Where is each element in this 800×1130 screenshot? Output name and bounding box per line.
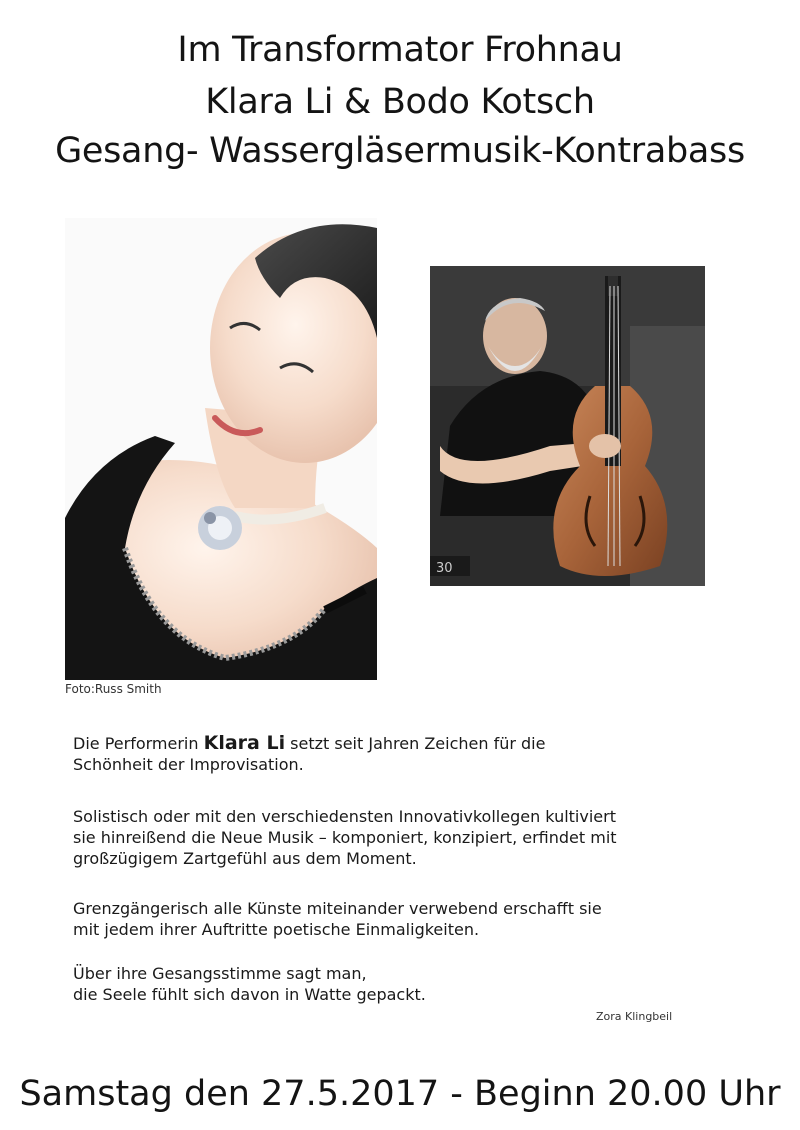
genre-title: Gesang- Wassergläsermusik-Kontrabass — [55, 131, 745, 171]
voice-paragraph — [73, 963, 733, 1005]
intro-line-1: Die Performerin Klara Li setzt seit Jahren Zeichen für die — [73, 732, 546, 754]
solo-line-2: sie hinreißend die Neue Musik – komponiert, konzipiert, erfindet mit — [73, 828, 617, 847]
klara-li-photo — [65, 218, 377, 680]
quote-author: Zora Klingbeil — [596, 1010, 673, 1023]
arts-paragraph — [73, 898, 733, 940]
voice-line-1: Über ihre Gesangsstimme sagt man, — [73, 964, 367, 983]
intro-line-2: Schönheit der Improvisation. — [73, 755, 304, 774]
photo-credit: Foto:Russ Smith — [65, 682, 162, 696]
artists-title: Klara Li & Bodo Kotsch — [205, 82, 595, 122]
arts-line-1: Grenzgängerisch alle Künste miteinander verwebend erschafft sie — [73, 899, 602, 918]
solo-line-3: großzügigem Zartgefühl aus dem Moment. — [73, 849, 417, 868]
event-date-time: Samstag den 27.5.2017 - Beginn 20.00 Uhr — [19, 1074, 781, 1114]
photo-corner-mark: 30 — [436, 561, 453, 576]
voice-line-2: die Seele fühlt sich davon in Watte gepackt. — [73, 985, 426, 1004]
arts-line-2: mit jedem ihrer Auftritte poetische Einmaligkeiten. — [73, 920, 480, 939]
intro-paragraph — [73, 733, 733, 775]
venue-title: Im Transformator Frohnau — [177, 30, 623, 70]
bodo-kotsch-photo — [430, 266, 705, 586]
solo-line-1: Solistisch oder mit den verschiedensten Innovativkollegen kultiviert — [73, 807, 616, 826]
klara-li-portrait-image — [65, 218, 377, 680]
bodo-kotsch-bass-image — [430, 266, 705, 586]
artist-name-emphasis: Klara Li — [203, 732, 286, 754]
solo-paragraph — [73, 806, 733, 869]
